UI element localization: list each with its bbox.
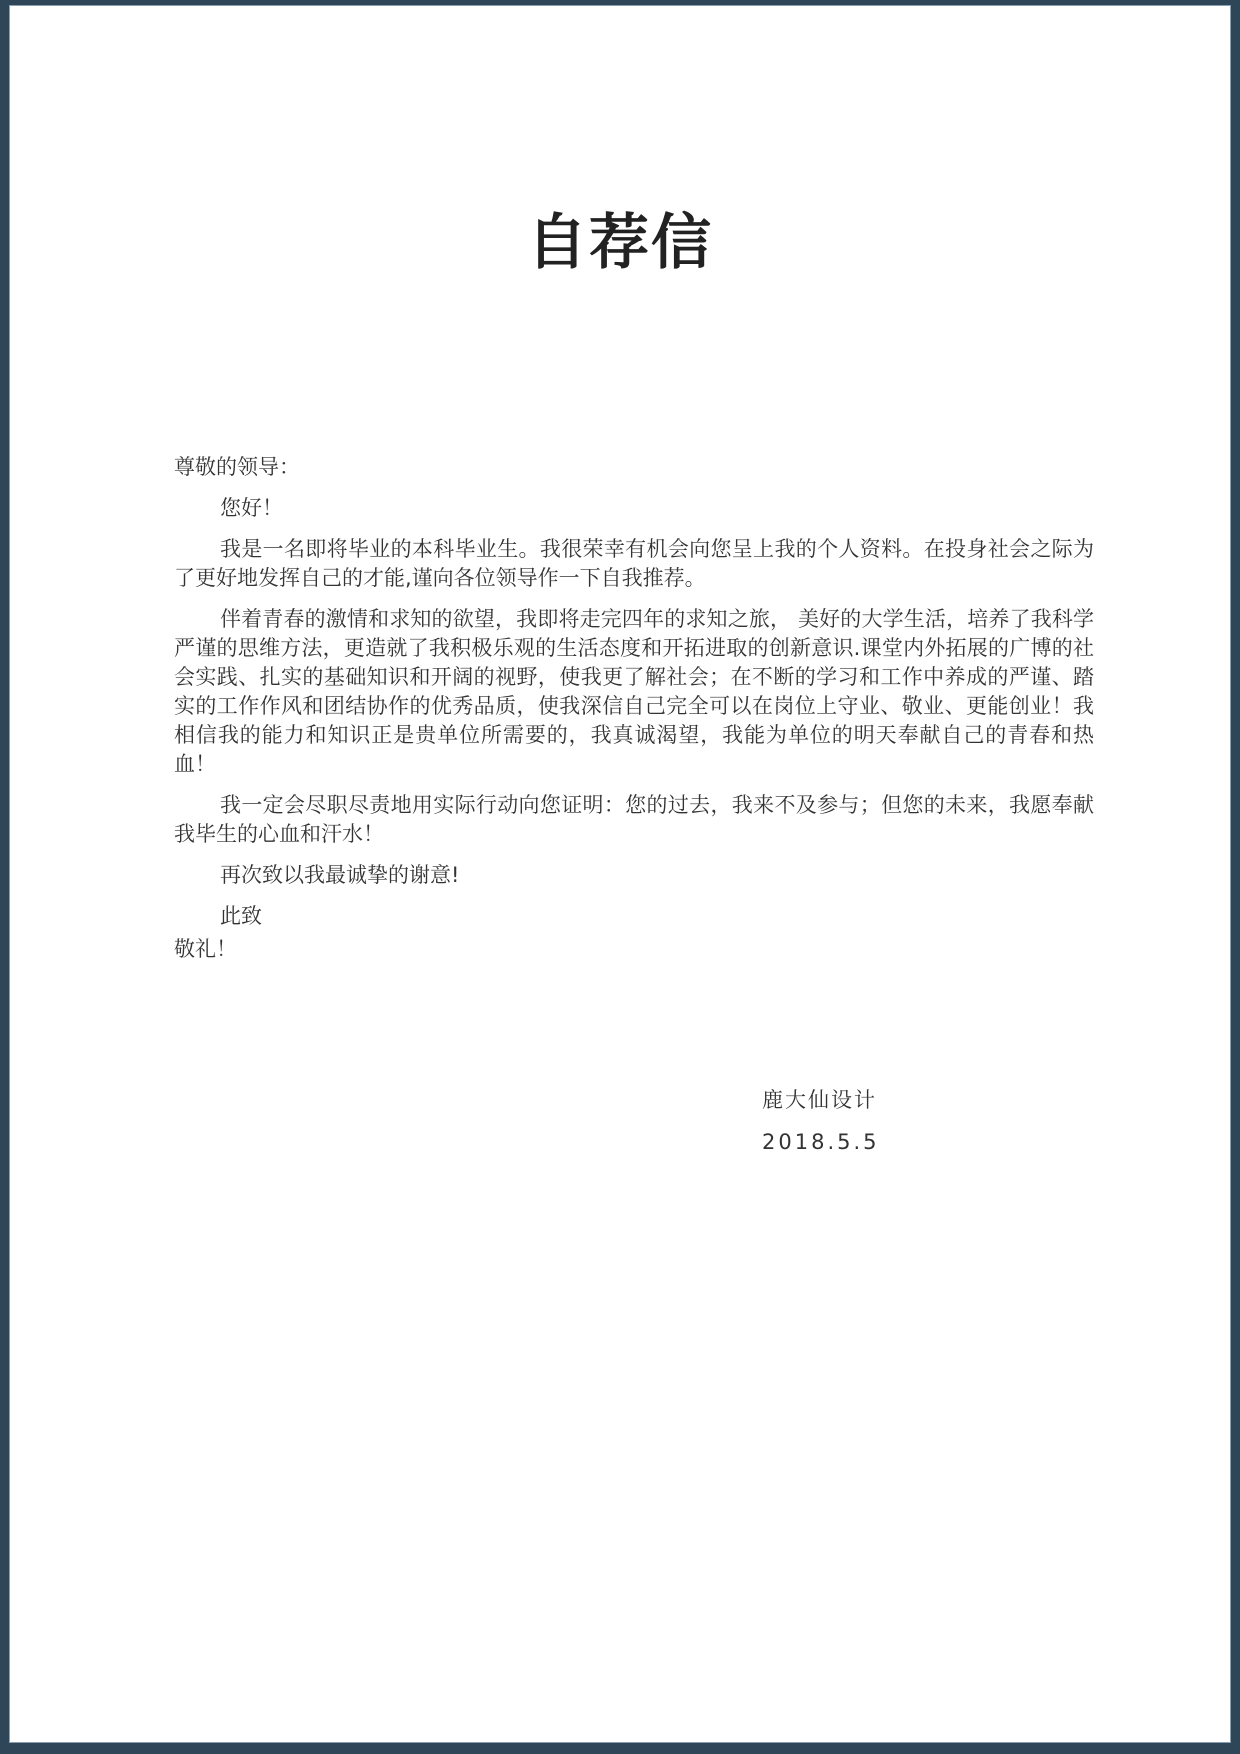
signature-name: 鹿大仙设计 bbox=[762, 1088, 877, 1112]
paragraph-intro: 我是一名即将毕业的本科毕业生。我很荣幸有机会向您呈上我的个人资料。在投身社会之际为了更好地发挥自己的才能,谨向各位领导作一下自我推荐。 bbox=[174, 537, 1094, 590]
letter-title: 自荐信 bbox=[527, 208, 713, 278]
paragraph-thanks: 再次致以我最诚挚的谢意! bbox=[220, 863, 460, 887]
letter-body bbox=[174, 453, 1094, 964]
greeting: 您好！ bbox=[220, 496, 283, 520]
closing-respect: 敬礼！ bbox=[174, 937, 237, 961]
salutation: 尊敬的领导： bbox=[174, 455, 300, 479]
signature-date: 2018.5.5 bbox=[762, 1130, 880, 1154]
paragraph-commitment: 我一定会尽职尽责地用实际行动向您证明：您的过去，我来不及参与；但您的未来，我愿奉献我毕生的心血和汗水！ bbox=[174, 793, 1094, 846]
closing-line: 此致 bbox=[220, 904, 262, 928]
paragraph-experience: 伴着青春的激情和求知的欲望，我即将走完四年的求知之旅， 美好的大学生活，培养了我科学严谨的思维方法，更造就了我积极乐观的生活态度和开拓进取的创新意识.课堂内外拓展的广博的社会实践、扎实的基础知识和开阔的视野，使我更了解社会；在不断的学习和工作中养成的严谨、踏实的工作作风和团结协作的优秀品质，使我深信自己完全可以在岗位上守业、敬业、更能创业！我相信我的能力和知识正是贵单位所需要的，我真诚渴望，我能为单位的明天奉献自己的青春和热血！ bbox=[174, 607, 1094, 776]
